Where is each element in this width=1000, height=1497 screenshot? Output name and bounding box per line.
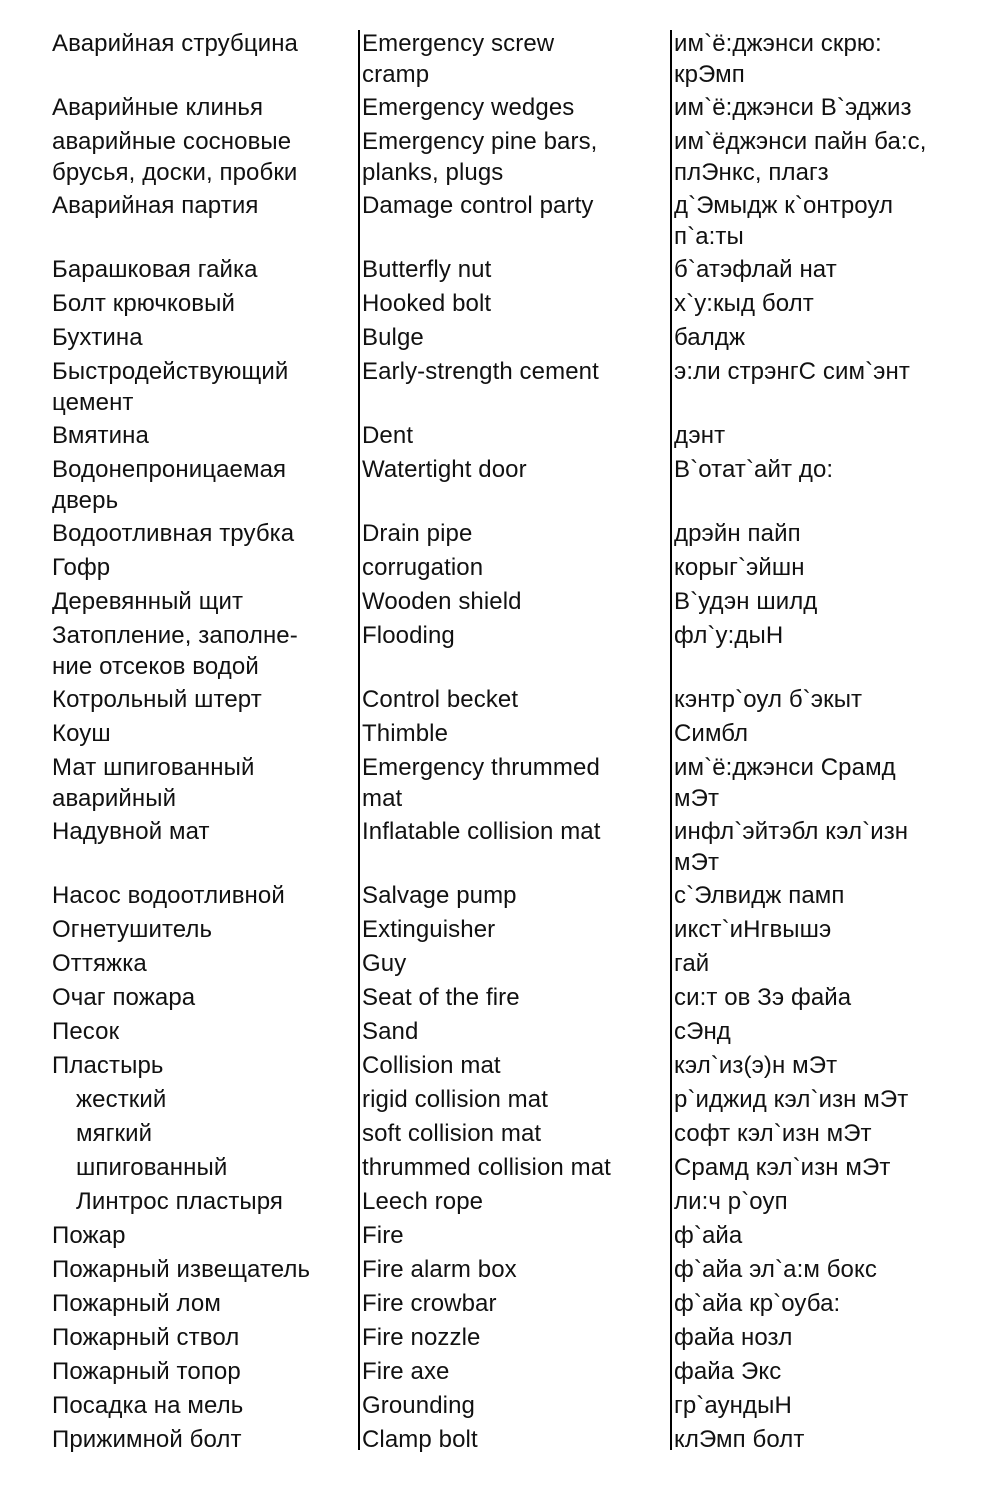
- glossary-row: [50, 190, 970, 254]
- term-russian: Линтрос пластыря: [76, 1188, 284, 1215]
- term-english: Fire nozzle: [362, 1324, 481, 1351]
- term-english: Damage control party: [362, 192, 594, 219]
- term-english: rigid collision mat: [362, 1086, 548, 1113]
- term-russian: Вмятина: [52, 422, 149, 449]
- term-russian: Насос водоотливной: [52, 882, 285, 909]
- glossary-row: [50, 420, 970, 454]
- glossary-row: [50, 1050, 970, 1084]
- term-transcription: В`удэн шилд: [674, 588, 818, 615]
- term-transcription: э:ли стрэнгС сим`энт: [674, 358, 910, 385]
- term-english: Collision mat: [362, 1052, 501, 1079]
- term-english: Emergency screw cramp: [362, 30, 555, 88]
- glossary-table: [50, 28, 970, 1458]
- term-russian: мягкий: [76, 1120, 153, 1147]
- term-russian: жесткий: [76, 1086, 167, 1113]
- term-english: Extinguisher: [362, 916, 496, 943]
- term-russian: Мат шпигованный аварийный: [52, 754, 255, 812]
- glossary-row: [50, 322, 970, 356]
- glossary-row: [50, 126, 970, 190]
- term-english: Fire crowbar: [362, 1290, 497, 1317]
- glossary-row: [50, 620, 970, 684]
- term-transcription: фл`у:дыН: [674, 622, 784, 649]
- term-russian: аварийные сосновые брусья, доски, пробки: [52, 128, 298, 186]
- term-transcription: инфл`эйтэбл кэл`изн мЭт: [674, 818, 909, 876]
- glossary-row: [50, 552, 970, 586]
- term-english: Control becket: [362, 686, 519, 713]
- term-russian: Пожарный ствол: [52, 1324, 240, 1351]
- glossary-row: [50, 1186, 970, 1220]
- term-english: Sand: [362, 1018, 419, 1045]
- term-russian: Затопление, заполне- ние отсеков водой: [52, 622, 298, 680]
- term-russian: Аварийная струбцина: [52, 30, 299, 57]
- glossary-row: [50, 1390, 970, 1424]
- term-russian: Коуш: [52, 720, 111, 747]
- glossary-row: [50, 288, 970, 322]
- term-transcription: Срамд кэл`изн мЭт: [674, 1154, 891, 1181]
- term-english: Watertight door: [362, 456, 527, 483]
- term-transcription: им`ё:джэнси скрю: крЭмп: [674, 30, 882, 88]
- glossary-row: [50, 752, 970, 816]
- term-english: Seat of the fire: [362, 984, 520, 1011]
- term-russian: Пожарный топор: [52, 1358, 241, 1385]
- term-transcription: икст`иНгвышэ: [674, 916, 832, 943]
- term-transcription: гр`аундыН: [674, 1392, 792, 1419]
- glossary-row: [50, 1322, 970, 1356]
- term-transcription: им`ё:джэнси Срамд мЭт: [674, 754, 896, 812]
- glossary-row: [50, 254, 970, 288]
- term-english: Guy: [362, 950, 407, 977]
- term-transcription: ф`айа кр`оуба:: [674, 1290, 841, 1317]
- term-russian: Водоотливная трубка: [52, 520, 295, 547]
- term-english: Flooding: [362, 622, 455, 649]
- term-english: Grounding: [362, 1392, 475, 1419]
- term-english: Emergency pine bars, planks, plugs: [362, 128, 598, 186]
- term-transcription: В`отат`айт до:: [674, 456, 834, 483]
- term-transcription: гай: [674, 950, 710, 977]
- term-english: Butterfly nut: [362, 256, 492, 283]
- glossary-row: [50, 816, 970, 880]
- term-transcription: б`атэфлай нат: [674, 256, 837, 283]
- glossary-row: [50, 356, 970, 420]
- term-english: Clamp bolt: [362, 1426, 478, 1453]
- term-english: Emergency thrummed mat: [362, 754, 600, 812]
- term-russian: Аварийная партия: [52, 192, 259, 219]
- term-transcription: им`ёджэнси пайн ба:с, плЭнкс, плагз: [674, 128, 927, 186]
- glossary-row: [50, 454, 970, 518]
- glossary-row: [50, 914, 970, 948]
- term-transcription: Симбл: [674, 720, 749, 747]
- term-russian: Песок: [52, 1018, 120, 1045]
- term-transcription: кэнтр`оул б`экыт: [674, 686, 863, 713]
- term-russian: Водонепроницаемая дверь: [52, 456, 287, 514]
- term-russian: Бухтина: [52, 324, 143, 351]
- term-english: Wooden shield: [362, 588, 522, 615]
- glossary-row: [50, 1288, 970, 1322]
- term-transcription: софт кэл`изн мЭт: [674, 1120, 872, 1147]
- glossary-row: [50, 1220, 970, 1254]
- term-transcription: х`у:кыд болт: [674, 290, 814, 317]
- term-russian: Пожарный извещатель: [52, 1256, 311, 1283]
- term-transcription: файа Экс: [674, 1358, 782, 1385]
- term-russian: Пожарный лом: [52, 1290, 221, 1317]
- glossary-row: [50, 982, 970, 1016]
- term-russian: Котрольный штерт: [52, 686, 262, 713]
- term-transcription: кэл`из(э)н мЭт: [674, 1052, 838, 1079]
- term-english: Salvage pump: [362, 882, 517, 909]
- term-english: Fire axe: [362, 1358, 450, 1385]
- term-english: Inflatable collision mat: [362, 818, 601, 845]
- term-russian: Пластырь: [52, 1052, 164, 1079]
- glossary-row: [50, 518, 970, 552]
- term-english: Emergency wedges: [362, 94, 575, 121]
- term-transcription: клЭмп болт: [674, 1426, 805, 1453]
- term-russian: Посадка на мель: [52, 1392, 244, 1419]
- term-russian: Прижимной болт: [52, 1426, 242, 1453]
- term-english: Early-strength cement: [362, 358, 599, 385]
- term-russian: Быстродействующий цемент: [52, 358, 289, 416]
- term-english: Thimble: [362, 720, 449, 747]
- term-english: Dent: [362, 422, 414, 449]
- glossary-row: [50, 1152, 970, 1186]
- term-english: thrummed collision mat: [362, 1154, 611, 1181]
- term-english: Fire: [362, 1222, 404, 1249]
- term-russian: Барашковая гайка: [52, 256, 258, 283]
- term-english: Bulge: [362, 324, 424, 351]
- term-english: corrugation: [362, 554, 484, 581]
- term-transcription: р`иджид кэл`изн мЭт: [674, 1086, 909, 1113]
- glossary-row: [50, 718, 970, 752]
- glossary-row: [50, 1016, 970, 1050]
- term-russian: Гофр: [52, 554, 111, 581]
- glossary-row: [50, 948, 970, 982]
- term-russian: Пожар: [52, 1222, 126, 1249]
- glossary-row: [50, 1356, 970, 1390]
- term-transcription: балдж: [674, 324, 746, 351]
- term-russian: Оттяжка: [52, 950, 147, 977]
- term-russian: шпигованный: [76, 1154, 228, 1181]
- term-transcription: дрэйн пайп: [674, 520, 801, 547]
- glossary-row: [50, 684, 970, 718]
- term-transcription: си:т ов Зэ файа: [674, 984, 852, 1011]
- term-transcription: ли:ч р`оуп: [674, 1188, 788, 1215]
- term-russian: Болт крючковый: [52, 290, 235, 317]
- term-english: Drain pipe: [362, 520, 473, 547]
- term-russian: Огнетушитель: [52, 916, 213, 943]
- term-transcription: д`Эмыдж к`онтроул п`а:ты: [674, 192, 894, 250]
- glossary-row: [50, 1084, 970, 1118]
- glossary-row: [50, 1254, 970, 1288]
- term-transcription: корыг`эйшн: [674, 554, 805, 581]
- term-transcription: с`Элвидж памп: [674, 882, 845, 909]
- glossary-row: [50, 28, 970, 92]
- term-english: Leech rope: [362, 1188, 484, 1215]
- term-russian: Очаг пожара: [52, 984, 196, 1011]
- glossary-row: [50, 880, 970, 914]
- glossary-row: [50, 586, 970, 620]
- term-russian: Деревянный щит: [52, 588, 244, 615]
- term-english: Fire alarm box: [362, 1256, 517, 1283]
- term-transcription: сЭнд: [674, 1018, 731, 1045]
- glossary-row: [50, 1424, 970, 1458]
- term-transcription: им`ё:джэнси В`эджиз: [674, 94, 912, 121]
- term-transcription: ф`айа: [674, 1222, 743, 1249]
- term-english: soft collision mat: [362, 1120, 542, 1147]
- term-transcription: дэнт: [674, 422, 726, 449]
- term-russian: Надувной мат: [52, 818, 210, 845]
- term-english: Hooked bolt: [362, 290, 492, 317]
- term-transcription: ф`айа эл`а:м бокс: [674, 1256, 877, 1283]
- term-russian: Аварийные клинья: [52, 94, 264, 121]
- glossary-row: [50, 1118, 970, 1152]
- glossary-row: [50, 92, 970, 126]
- term-transcription: файа нозл: [674, 1324, 793, 1351]
